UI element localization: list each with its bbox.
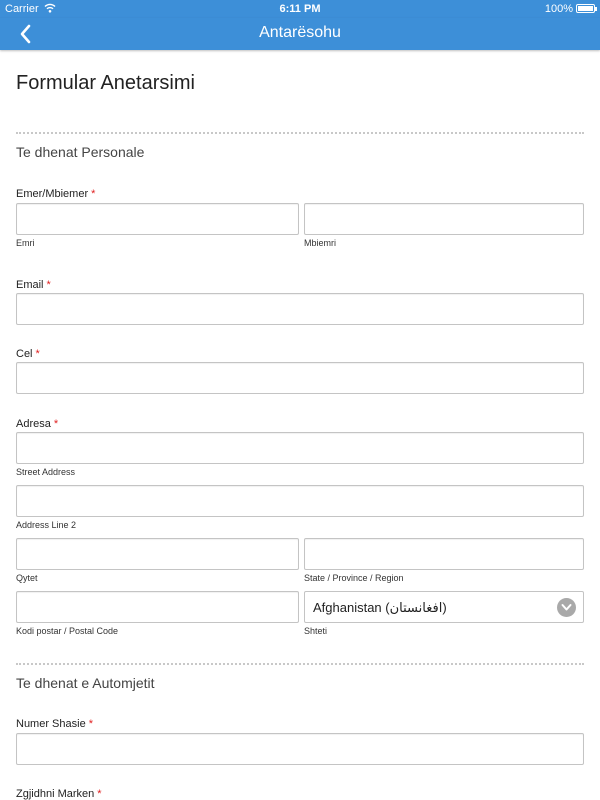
city-sublabel: Qytet: [16, 573, 38, 583]
name-label: [16, 188, 95, 200]
street-address-input[interactable]: [16, 432, 584, 464]
city-input[interactable]: [16, 538, 299, 570]
nav-title: Antarësohu: [259, 24, 341, 41]
carrier-label: Carrier: [5, 3, 39, 15]
cel-field[interactable]: [16, 362, 584, 394]
nav-bar: [0, 18, 600, 50]
required-marker: *: [97, 788, 102, 800]
required-marker: *: [88, 718, 93, 730]
country-sublabel: Shteti: [304, 626, 328, 636]
brand-label-text: Zgjidhni Marken: [16, 788, 95, 800]
postal-code-sublabel: Kodi postar / Postal Code: [16, 626, 119, 636]
section-title-vehicle: Te dhenat e Automjetit: [16, 675, 155, 691]
address-label-text: Adresa: [16, 418, 51, 430]
chassis-label-text: Numer Shasie: [16, 718, 86, 730]
section-divider: [16, 132, 584, 134]
first-name-sublabel: Emri: [16, 238, 35, 248]
address-label: [16, 418, 58, 430]
chassis-label: [16, 718, 93, 730]
required-marker: *: [53, 418, 59, 430]
email-field[interactable]: [16, 293, 584, 325]
brand-label: [16, 788, 102, 800]
state-sublabel: State / Province / Region: [304, 573, 404, 583]
status-bar: [0, 0, 600, 18]
last-name-sublabel: Mbiemri: [304, 238, 337, 248]
battery-percent: 100%: [544, 3, 573, 15]
required-marker: *: [46, 279, 51, 291]
last-name-input[interactable]: [304, 203, 584, 235]
cel-label-text: Cel: [16, 348, 33, 360]
battery-icon: [576, 4, 595, 13]
required-marker: *: [35, 348, 40, 360]
country-selected-value: Afghanistan (افغانستان): [313, 600, 447, 615]
email-label: [16, 279, 51, 291]
chassis-number-input[interactable]: [16, 733, 584, 765]
page-title: Formular Anetarsimi: [16, 72, 195, 94]
address-line2-input[interactable]: [16, 485, 584, 517]
email-label-text: Email: [16, 279, 44, 291]
street-address-sublabel: Street Address: [16, 467, 76, 477]
postal-code-input[interactable]: [16, 591, 299, 623]
name-label-text: Emer/Mbiemer: [16, 188, 89, 200]
chevron-down-icon: [557, 598, 576, 617]
country-select[interactable]: [304, 591, 584, 623]
cel-label: [16, 348, 40, 360]
required-marker: *: [91, 188, 96, 200]
address-line2-sublabel: Address Line 2: [16, 520, 77, 530]
section-divider: [16, 663, 584, 665]
clock: 6:11 PM: [279, 3, 321, 15]
first-name-input[interactable]: [16, 203, 299, 235]
section-title-personal: Te dhenat Personale: [16, 144, 145, 160]
state-input[interactable]: [304, 538, 584, 570]
